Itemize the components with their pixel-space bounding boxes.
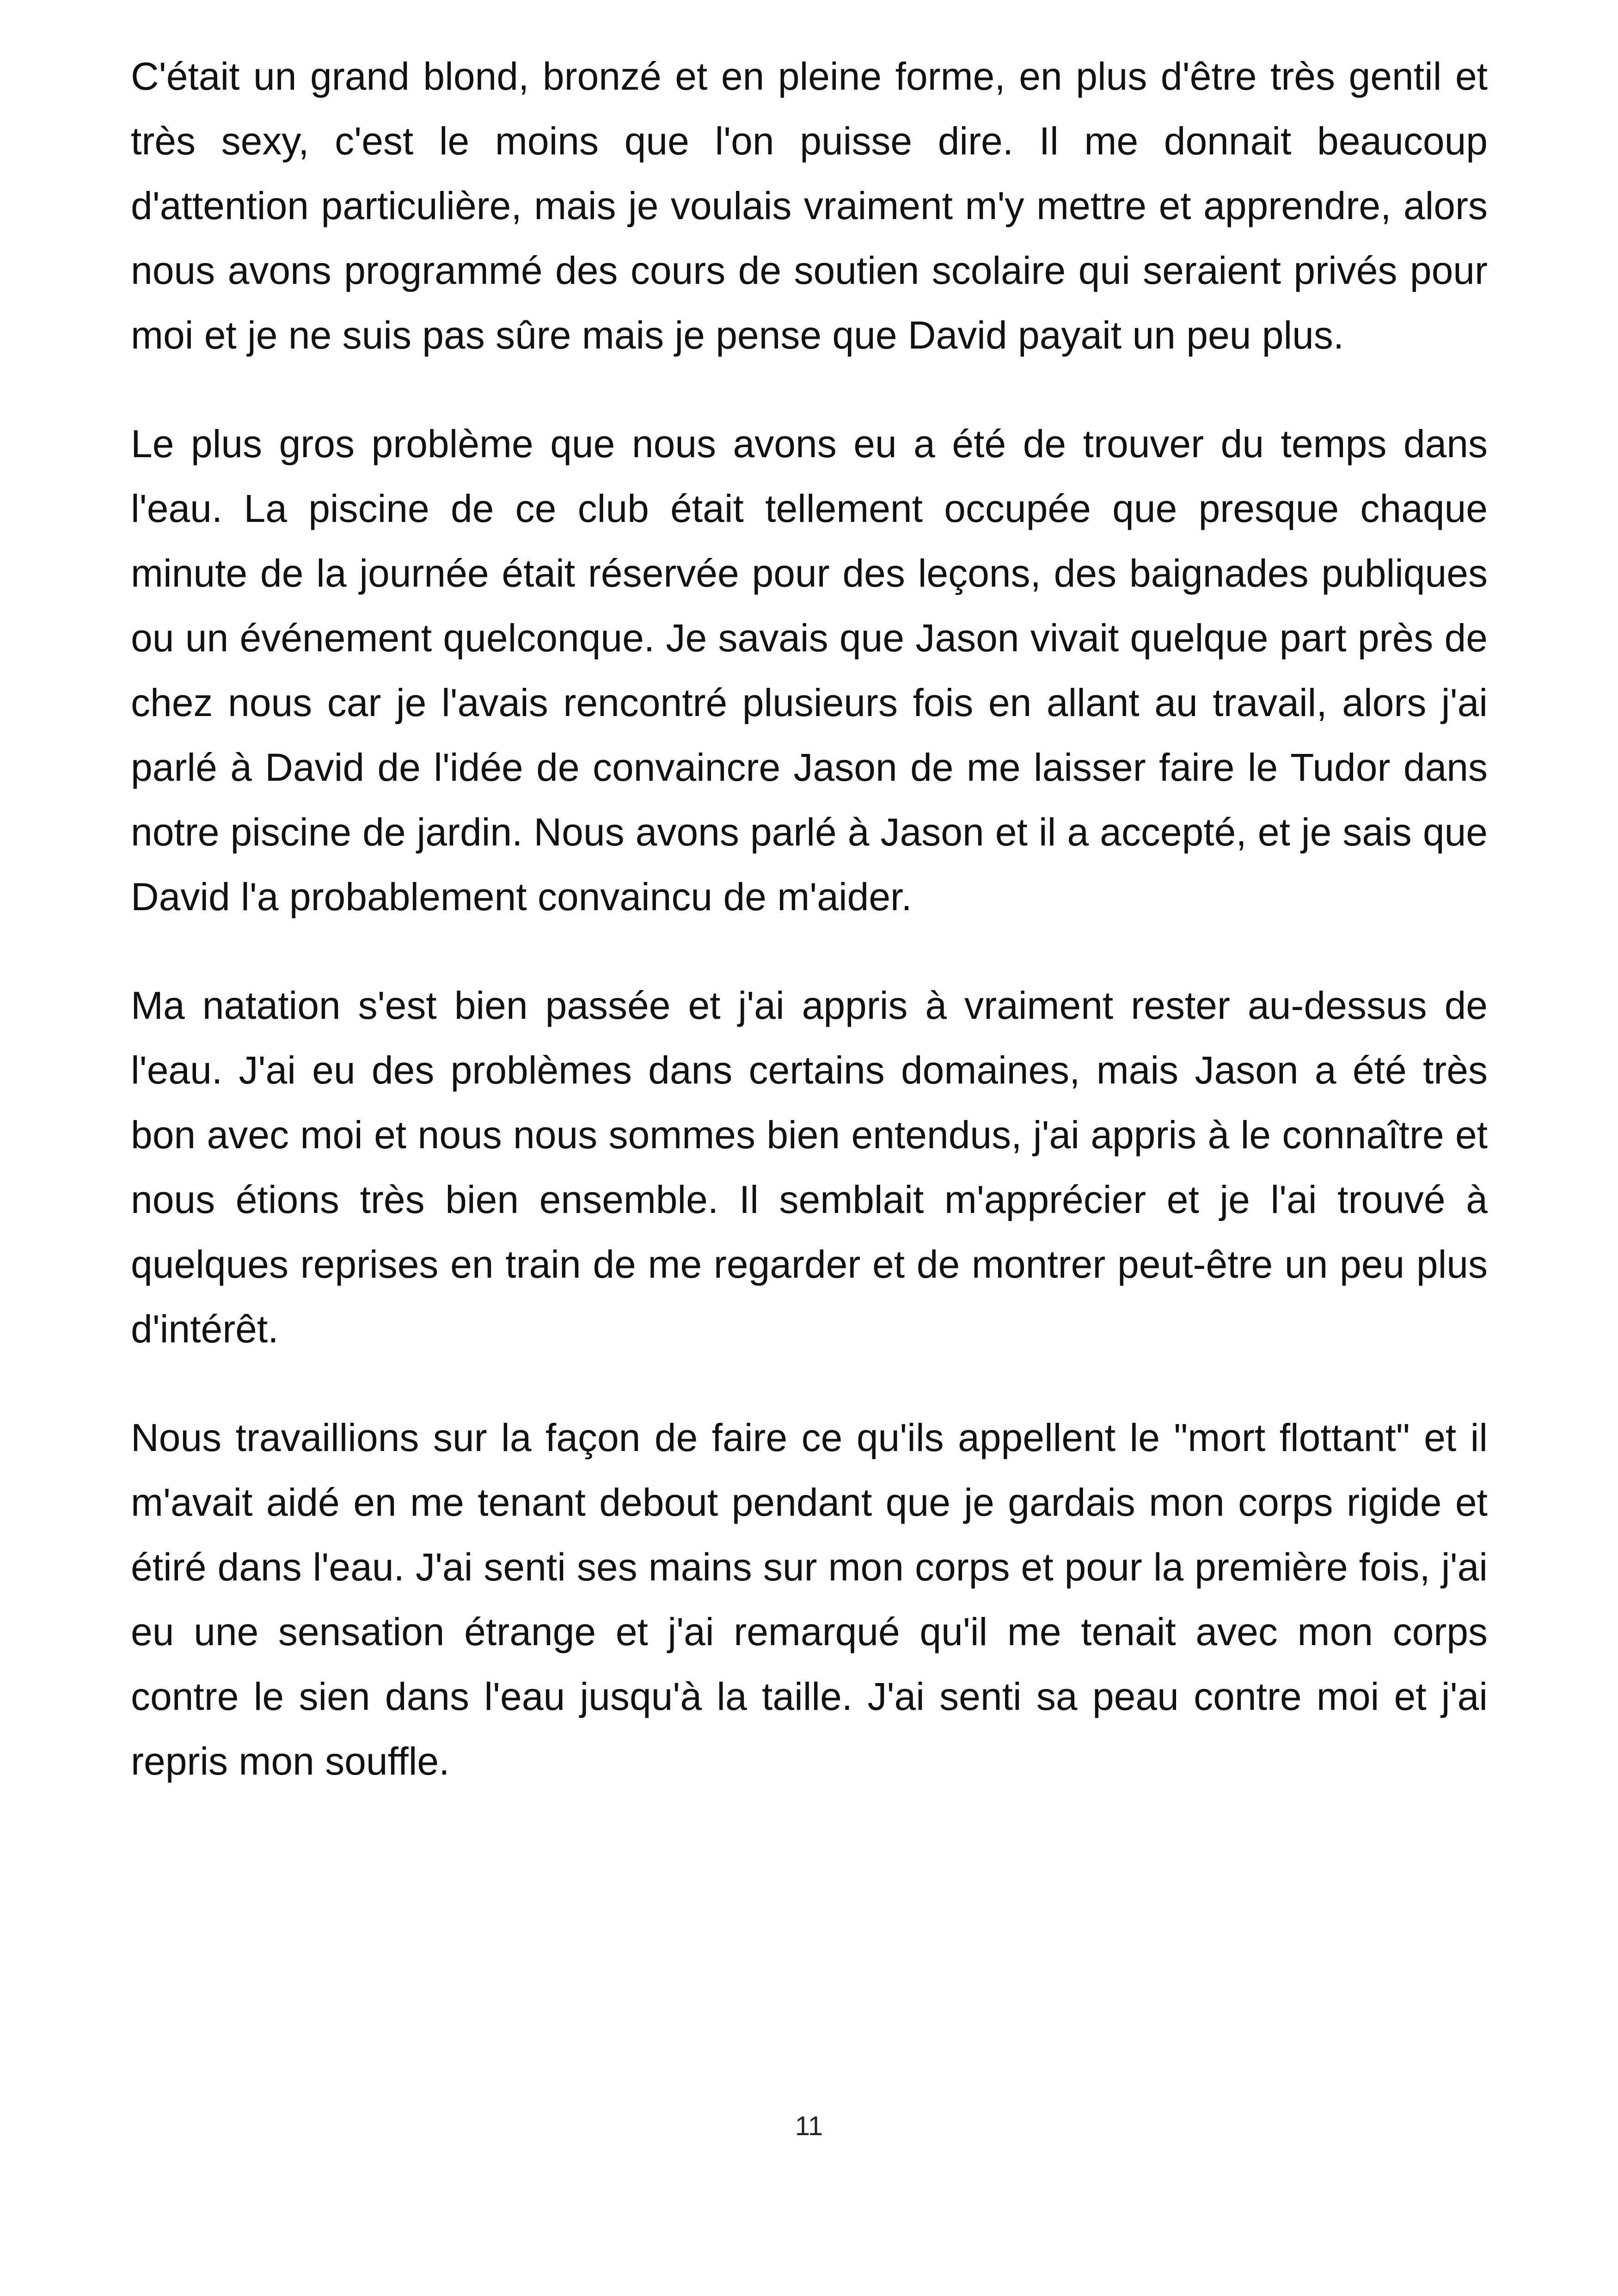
- page-number: 11: [795, 2111, 823, 2141]
- paragraph-2: Le plus gros problème que nous avons eu a été de trouver du temps dans l'eau. La piscine de ce club était tellement occupée que presque chaque minute de la journée était réservée pour des leçons, des baignades publiques ou un événement quelconque. Je savais que Jason vivait quelque part près de chez nous car je l'avais rencontré plusieurs fois en allant au travail, alors j'ai parlé à David de l'idée de convaincre Jason de me laisser faire le Tudor dans notre piscine de jardin. Nous avons parlé à Jason et il a accepté, et je sais que David l'a probablement convaincu de m'aider.: [131, 422, 1488, 918]
- paragraph-3: Ma natation s'est bien passée et j'ai appris à vraiment rester au-dessus de l'eau. J'ai eu des problèmes dans certains domaines, mais Jason a été très bon avec moi et nous nous sommes bien entendus, j'ai appris à le connaître et nous étions très bien ensemble. Il semblait m'apprécier et je l'ai trouvé à quelques reprises en train de me regarder et de montrer peut-être un peu plus d'intérêt.: [131, 984, 1488, 1351]
- paragraph-4: Nous travaillions sur la façon de faire ce qu'ils appellent le "mort flottant" et il m'avait aidé en me tenant debout pendant que je gardais mon corps rigide et étiré dans l'eau. J'ai senti ses mains sur mon corps et pour la première fois, j'ai eu une sensation étrange et j'ai remarqué qu'il me tenait avec mon corps contre le sien dans l'eau jusqu'à la taille. J'ai senti sa peau contre moi et j'ai repris mon souffle.: [131, 1416, 1488, 1783]
- paragraph-1: C'était un grand blond, bronzé et en pleine forme, en plus d'être très gentil et très sexy, c'est le moins que l'on puisse dire. Il me donnait beaucoup d'attention particulière, mais je voulais vraiment m'y mettre et apprendre, alors nous avons programmé des cours de soutien scolaire qui seraient privés pour moi et je ne suis pas sûre mais je pense que David payait un peu plus.: [131, 55, 1488, 357]
- text-body: [131, 44, 1488, 1837]
